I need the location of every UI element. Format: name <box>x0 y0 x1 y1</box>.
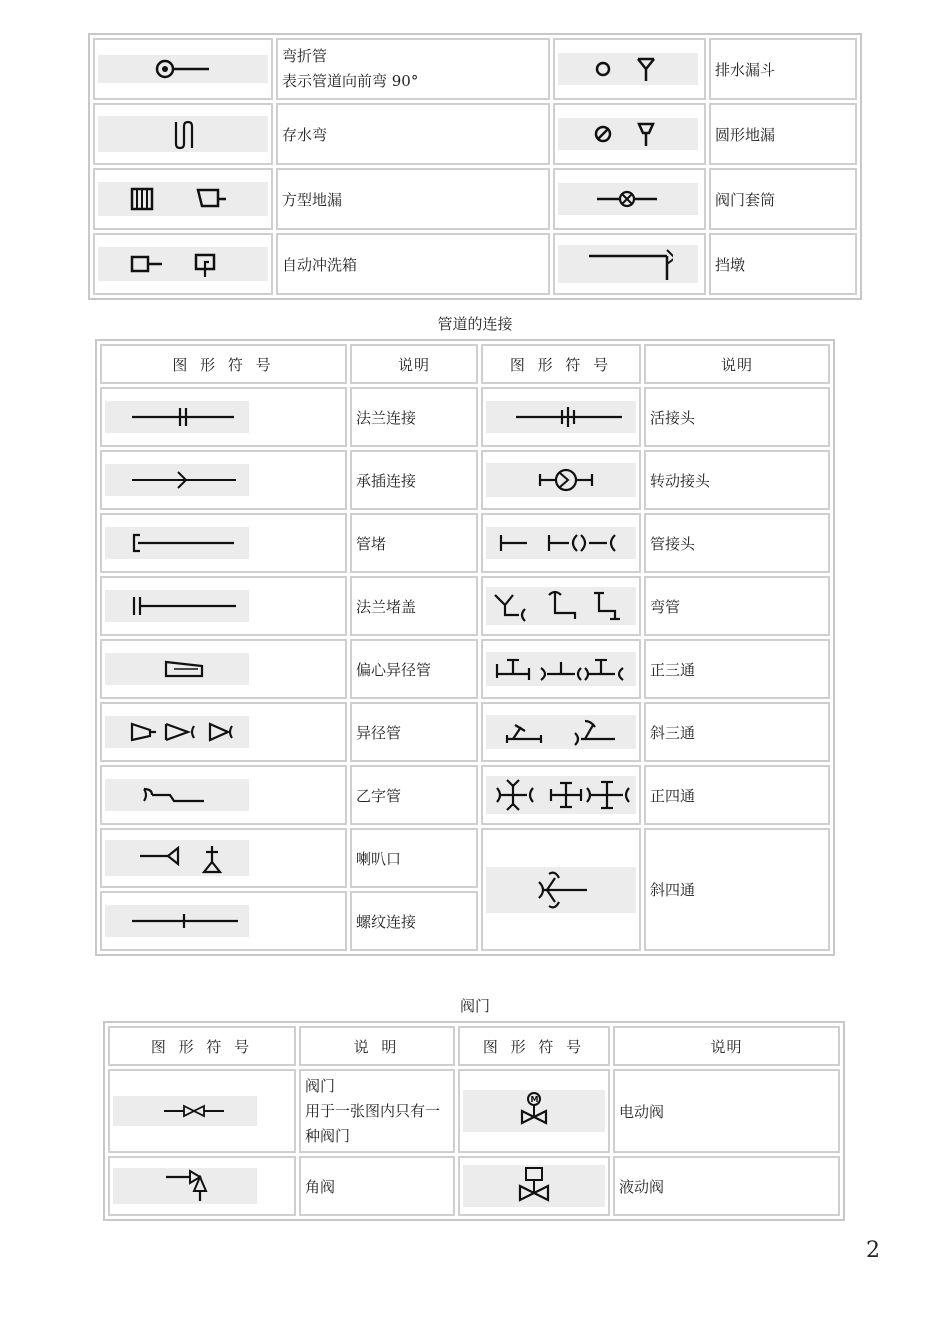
flange-blind-icon <box>105 590 249 622</box>
symbol-cell <box>93 168 273 230</box>
round-floor-drain-icon <box>558 118 698 150</box>
symbol-cell <box>481 450 641 510</box>
description-cell: 正四通 <box>644 765 830 825</box>
description-cell <box>299 1069 455 1153</box>
socket-joint-icon <box>105 464 249 496</box>
desc-line: 弯折管 <box>282 47 328 65</box>
header-cell: 说明 <box>644 344 830 384</box>
description-cell: 活接头 <box>644 387 830 447</box>
auto-flush-tank-icon <box>98 247 268 281</box>
pipe-plug-icon <box>105 527 249 559</box>
description-cell: 乙字管 <box>350 765 478 825</box>
description-cell: 斜四通 <box>644 828 830 951</box>
symbol-cell <box>553 38 706 100</box>
oblique-cross-icon <box>486 867 636 913</box>
symbol-table-connections <box>95 339 835 956</box>
symbol-cell <box>93 38 273 100</box>
electric-valve-icon <box>463 1090 605 1132</box>
symbol-cell <box>108 1069 296 1153</box>
desc-line: 用于一张图内只有一 <box>305 1101 441 1120</box>
description-cell: 螺纹连接 <box>350 891 478 951</box>
symbol-cell <box>481 702 641 762</box>
symbol-cell <box>100 828 347 888</box>
symbol-cell <box>481 828 641 951</box>
caption-valves: 阀门 <box>459 997 490 1015</box>
hydraulic-valve-icon <box>463 1165 605 1207</box>
symbol-cell <box>458 1156 610 1216</box>
bell-mouth-icon <box>105 840 249 876</box>
description-cell: 自动冲洗箱 <box>276 233 550 295</box>
elbow-icon <box>486 587 636 625</box>
description-cell: 排水漏斗 <box>709 38 857 100</box>
symbol-cell <box>100 387 347 447</box>
symbol-cell <box>553 103 706 165</box>
symbol-cell <box>553 168 706 230</box>
offset-pipe-icon <box>105 779 249 811</box>
drain-funnel-icon <box>558 53 698 85</box>
description-cell: 偏心异径管 <box>350 639 478 699</box>
header-cell: 说 明 <box>299 1026 455 1066</box>
header-cell: 图 形 符 号 <box>108 1026 296 1066</box>
description-cell: 存水弯 <box>276 103 550 165</box>
oblique-tee-icon <box>486 715 636 749</box>
symbol-cell <box>458 1069 610 1153</box>
description-cell: 异径管 <box>350 702 478 762</box>
desc-line: 表示管道向前弯 90° <box>282 72 419 90</box>
description-cell: 喇叭口 <box>350 828 478 888</box>
description-cell: 斜三通 <box>644 702 830 762</box>
valve-sleeve-icon <box>558 183 698 215</box>
header-cell: 图 形 符 号 <box>481 344 641 384</box>
description-cell: 承插连接 <box>350 450 478 510</box>
description-cell: 弯管 <box>644 576 830 636</box>
description-cell: 正三通 <box>644 639 830 699</box>
page-number: 2 <box>866 1238 880 1263</box>
symbol-cell <box>481 513 641 573</box>
equal-tee-icon <box>486 652 636 686</box>
water-trap-icon <box>98 116 268 152</box>
symbol-cell <box>481 387 641 447</box>
pipe-coupling-icon <box>486 527 636 559</box>
symbol-cell <box>100 891 347 951</box>
symbol-cell <box>93 233 273 295</box>
svg-text:M: M <box>530 1095 539 1104</box>
symbol-cell <box>100 702 347 762</box>
gate-valve-icon <box>113 1096 257 1126</box>
header-cell: 说明 <box>350 344 478 384</box>
desc-line: 种阀门 <box>305 1126 351 1145</box>
swivel-joint-icon <box>486 463 636 497</box>
symbol-cell <box>108 1156 296 1216</box>
symbol-cell <box>100 639 347 699</box>
description-cell: 电动阀 <box>613 1069 840 1153</box>
angle-valve-icon <box>113 1168 257 1204</box>
buttress-icon <box>558 245 698 283</box>
description-cell: 角阀 <box>299 1156 455 1216</box>
symbol-table-valves <box>103 1021 845 1221</box>
bend-90-icon <box>98 55 268 83</box>
desc-line: 阀门 <box>305 1076 336 1095</box>
description-cell: 管接头 <box>644 513 830 573</box>
symbol-cell <box>100 576 347 636</box>
square-floor-drain-icon <box>98 182 268 216</box>
cross-icon <box>486 776 636 814</box>
description-cell <box>276 38 550 100</box>
description-cell: 转动接头 <box>644 450 830 510</box>
header-cell: 说明 <box>613 1026 840 1066</box>
symbol-cell <box>100 450 347 510</box>
description-cell: 挡墩 <box>709 233 857 295</box>
symbol-cell <box>100 765 347 825</box>
description-cell: 法兰连接 <box>350 387 478 447</box>
threaded-joint-icon <box>105 905 249 937</box>
eccentric-reducer-icon <box>105 653 249 685</box>
description-cell: 液动阀 <box>613 1156 840 1216</box>
symbol-cell <box>481 576 641 636</box>
reducer-icon <box>105 716 249 748</box>
symbol-table-drainage <box>88 33 862 300</box>
header-cell: 图 形 符 号 <box>100 344 347 384</box>
caption-connections: 管道的连接 <box>437 315 513 333</box>
description-cell: 方型地漏 <box>276 168 550 230</box>
symbol-cell <box>93 103 273 165</box>
description-cell: 管堵 <box>350 513 478 573</box>
symbol-cell <box>100 513 347 573</box>
flange-joint-icon <box>105 401 249 433</box>
description-cell: 法兰堵盖 <box>350 576 478 636</box>
description-cell: 圆形地漏 <box>709 103 857 165</box>
header-cell: 图 形 符 号 <box>458 1026 610 1066</box>
symbol-cell <box>481 765 641 825</box>
symbol-cell <box>481 639 641 699</box>
description-cell: 阀门套筒 <box>709 168 857 230</box>
symbol-cell <box>553 233 706 295</box>
union-joint-icon <box>486 401 636 433</box>
